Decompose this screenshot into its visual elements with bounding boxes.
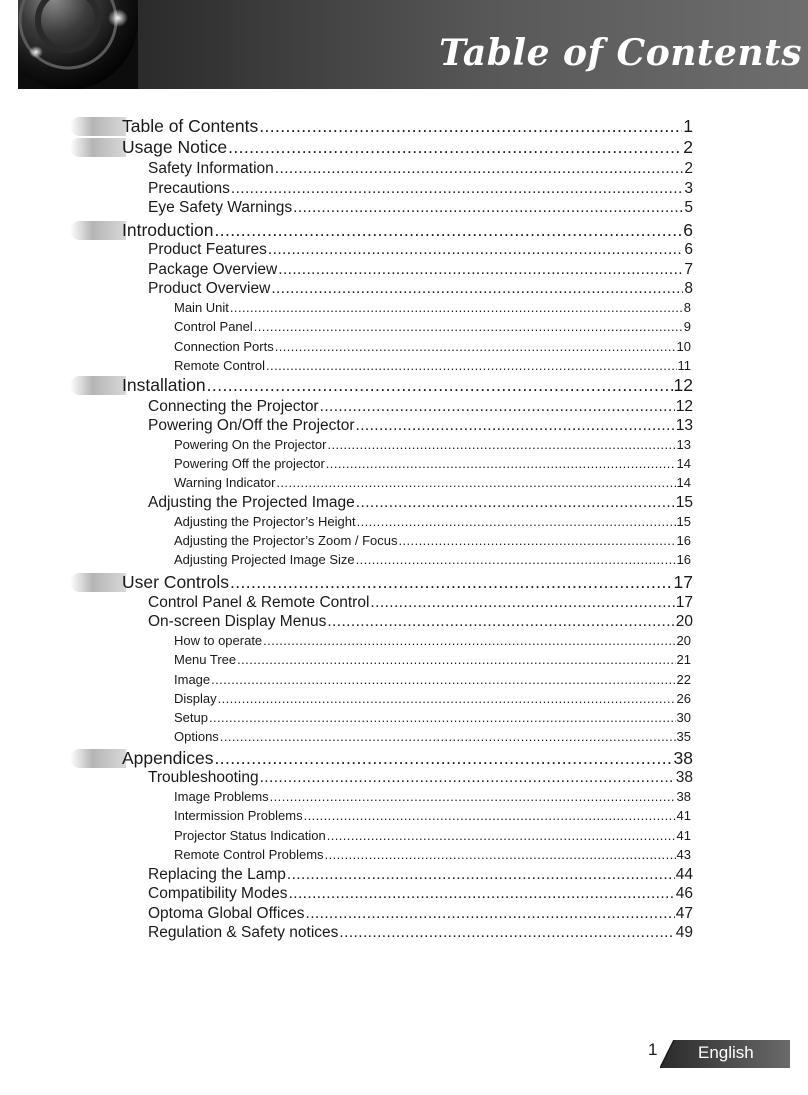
toc-entry-page: 41 [676, 828, 691, 843]
toc-entry-page: 44 [675, 866, 693, 883]
toc-entry-page: 26 [676, 691, 691, 706]
toc-entry-title: Powering On the Projector [174, 437, 327, 452]
toc-entry-title: Table of Contents [122, 116, 259, 136]
toc-entry-title: Troubleshooting [148, 769, 259, 786]
toc-entry-title: Adjusting Projected Image Size [174, 552, 355, 567]
toc-entry-title: Setup [174, 710, 208, 725]
toc-entry-title: Eye Safety Warnings [148, 199, 293, 216]
toc-entry-page: 3 [684, 180, 693, 197]
toc-entry-title: Regulation & Safety notices [148, 924, 339, 941]
dot-leader [209, 710, 676, 725]
toc-entry-page: 12 [675, 398, 693, 415]
dot-leader [356, 494, 675, 512]
toc-entry-level-1[interactable] [122, 748, 693, 769]
dot-leader [293, 199, 683, 217]
toc-entry-title: Adjusting the Projector’s Height [174, 514, 356, 529]
toc-entry-level-3[interactable] [174, 710, 691, 725]
toc-entry-title: Projector Status Indication [174, 828, 326, 843]
toc-entry-page: 30 [676, 710, 691, 725]
toc-entry-page: 7 [684, 261, 693, 278]
toc-entry-page: 2 [684, 160, 693, 177]
dot-leader [259, 116, 682, 137]
dot-leader [214, 220, 682, 241]
toc-entry-title: Control Panel [174, 319, 253, 334]
toc-entry-page: 38 [675, 769, 693, 786]
toc-entry-level-3[interactable] [174, 533, 691, 548]
toc-entry-title: Display [174, 691, 217, 706]
toc-entry-level-3[interactable] [174, 729, 691, 744]
dot-leader [306, 905, 675, 923]
toc-entry-title: Product Features [148, 241, 267, 258]
toc-entry-level-2[interactable] [148, 280, 693, 298]
toc-entry-title: Replacing the Lamp [148, 866, 286, 883]
toc-entry-title: Adjusting the Projector’s Zoom / Focus [174, 533, 398, 548]
dot-leader [218, 691, 676, 706]
toc-entry-page: 17 [673, 572, 693, 592]
toc-entry-level-3[interactable] [174, 514, 691, 529]
toc-entry-level-2[interactable] [148, 769, 693, 787]
toc-entry-title: Control Panel & Remote Control [148, 594, 370, 611]
dot-leader [220, 729, 676, 744]
toc-entry-page: 1 [683, 116, 693, 136]
toc-entry-level-3[interactable] [174, 358, 691, 373]
toc-entry-page: 22 [676, 672, 691, 687]
toc-entry-page: 46 [675, 885, 693, 902]
toc-entry-level-1[interactable] [122, 137, 693, 158]
toc-entry-title: How to operate [174, 633, 263, 648]
dot-leader [327, 613, 674, 631]
toc-entry-title: Remote Control Problems [174, 847, 324, 862]
toc-entry-level-3[interactable] [174, 319, 691, 334]
dot-leader [326, 456, 676, 471]
toc-entry-level-1[interactable] [122, 220, 693, 241]
toc-entry-title: Connecting the Projector [148, 398, 319, 415]
toc-entry-page: 14 [676, 475, 691, 490]
toc-entry-level-2[interactable] [148, 261, 693, 279]
dot-leader [339, 924, 674, 942]
toc-entry-title: User Controls [122, 572, 229, 592]
toc-entry-level-2[interactable] [148, 594, 693, 612]
toc-entry-level-3[interactable] [174, 808, 691, 823]
toc-entry-level-3[interactable] [174, 339, 691, 354]
toc-entry-title: Introduction [122, 220, 214, 240]
dot-leader [327, 828, 676, 843]
toc-entry-level-2[interactable] [148, 885, 693, 903]
toc-entry-page: 21 [676, 652, 691, 667]
toc-entry-page: 11 [677, 358, 691, 373]
toc-entry-level-1[interactable] [122, 375, 693, 396]
toc-entry-level-3[interactable] [174, 300, 691, 315]
toc-entry-title: Precautions [148, 180, 230, 197]
toc-entry-page: 15 [675, 494, 693, 511]
toc-entry-title: Connection Ports [174, 339, 274, 354]
toc-entry-level-3[interactable] [174, 475, 691, 490]
toc-entry-title: Usage Notice [122, 137, 228, 157]
toc-entry-title: Powering Off the projector [174, 456, 325, 471]
toc-entry-page: 47 [675, 905, 693, 922]
toc-entry-level-2[interactable] [148, 905, 693, 923]
toc-entry-title: Optoma Global Offices [148, 905, 305, 922]
toc-entry-page: 2 [683, 137, 693, 157]
dot-leader [357, 514, 676, 529]
dot-leader [275, 160, 684, 178]
toc-entry-level-2[interactable] [148, 924, 693, 942]
toc-entry-level-3[interactable] [174, 652, 691, 667]
dot-leader [260, 769, 675, 787]
toc-entry-level-3[interactable] [174, 456, 691, 471]
dot-leader [325, 847, 676, 862]
toc-entry-level-2[interactable] [148, 613, 693, 631]
toc-entry-page: 13 [675, 417, 693, 434]
dot-leader [304, 808, 676, 823]
toc-entry-level-2[interactable] [148, 180, 693, 198]
toc-entry-title: Intermission Problems [174, 808, 303, 823]
dot-leader [214, 748, 672, 769]
toc-entry-title: Menu Tree [174, 652, 237, 667]
toc-entry-level-1[interactable] [122, 116, 693, 137]
toc-entry-level-3[interactable] [174, 672, 691, 687]
dot-leader [327, 437, 675, 452]
toc-entry-level-3[interactable] [174, 437, 691, 452]
toc-entry-title: Product Overview [148, 280, 271, 297]
dot-leader [228, 137, 682, 158]
toc-entry-level-3[interactable] [174, 633, 691, 648]
toc-entry-page: 12 [673, 375, 693, 395]
dot-leader [355, 417, 674, 435]
toc-entry-title: Compatibility Modes [148, 885, 288, 902]
toc-entry-title: Image Problems [174, 789, 269, 804]
toc-entry-title: Options [174, 729, 219, 744]
toc-entry-page: 43 [676, 847, 691, 862]
toc-entry-page: 38 [676, 789, 691, 804]
dot-leader [211, 672, 675, 687]
dot-leader [254, 319, 683, 334]
dot-leader [370, 594, 674, 612]
toc-entry-title: On-screen Display Menus [148, 613, 327, 630]
toc-entry-page: 16 [676, 533, 691, 548]
toc-entry-title: Remote Control [174, 358, 266, 373]
toc-entry-title: Main Unit [174, 300, 229, 315]
toc-entry-level-2[interactable] [148, 199, 693, 217]
toc-entry-page: 15 [676, 514, 691, 529]
dot-leader [266, 358, 676, 373]
toc-entry-level-2[interactable] [148, 866, 693, 884]
toc-entry-level-2[interactable] [148, 398, 693, 416]
toc-entry-page: 6 [683, 220, 693, 240]
toc-entry-level-3[interactable] [174, 552, 691, 567]
dot-leader [287, 866, 675, 884]
toc-entry-title: Image [174, 672, 211, 687]
dot-leader [276, 475, 675, 490]
page-title: Table of Contents [439, 32, 802, 74]
dot-leader [230, 572, 673, 593]
dot-leader [263, 633, 675, 648]
toc-entry-page: 41 [676, 808, 691, 823]
toc-entry-level-3[interactable] [174, 847, 691, 862]
toc-entry-level-2[interactable] [148, 160, 693, 178]
toc-entry-title: Powering On/Off the Projector [148, 417, 355, 434]
footer-language: English [698, 1043, 754, 1062]
toc-entry-title: Appendices [122, 748, 214, 768]
toc-entry-page: 49 [675, 924, 693, 941]
toc-entry-level-1[interactable] [122, 572, 693, 593]
toc-entry-title: Adjusting the Projected Image [148, 494, 355, 511]
toc-entry-level-3[interactable] [174, 789, 691, 804]
toc-entry-page: 9 [683, 319, 691, 334]
toc-entry-page: 5 [684, 199, 693, 216]
toc-entry-page: 8 [683, 300, 691, 315]
toc-entry-page: 17 [675, 594, 693, 611]
toc-entry-level-3[interactable] [174, 691, 691, 706]
toc-entry-page: 16 [676, 552, 691, 567]
toc-entry-page: 8 [684, 280, 693, 297]
toc-entry-title: Package Overview [148, 261, 278, 278]
toc-entry-page: 38 [673, 748, 693, 768]
toc-entry-title: Installation [122, 375, 206, 395]
dot-leader [270, 789, 676, 804]
toc-entry-page: 13 [676, 437, 691, 452]
dot-leader [275, 339, 676, 354]
toc-entry-level-2[interactable] [148, 241, 693, 259]
dot-leader [207, 375, 673, 396]
dot-leader [399, 533, 676, 548]
dot-leader [356, 552, 676, 567]
dot-leader [237, 652, 675, 667]
toc-entry-level-2[interactable] [148, 417, 693, 435]
dot-leader [268, 241, 683, 259]
toc-entry-page: 10 [676, 339, 691, 354]
dot-leader [289, 885, 675, 903]
toc-entry-page: 20 [676, 633, 691, 648]
page-number: 1 [648, 1040, 658, 1059]
toc-entry-level-2[interactable] [148, 494, 693, 512]
dot-leader [231, 180, 684, 198]
toc-entry-level-3[interactable] [174, 828, 691, 843]
toc-entry-title: Warning Indicator [174, 475, 276, 490]
toc-entry-page: 35 [676, 729, 691, 744]
toc-entry-page: 20 [675, 613, 693, 630]
toc-entry-page: 14 [676, 456, 691, 471]
dot-leader [230, 300, 683, 315]
toc-entry-title: Safety Information [148, 160, 274, 177]
toc-entry-page: 6 [684, 241, 693, 258]
dot-leader [278, 261, 683, 279]
dot-leader [320, 398, 675, 416]
dot-leader [271, 280, 683, 298]
